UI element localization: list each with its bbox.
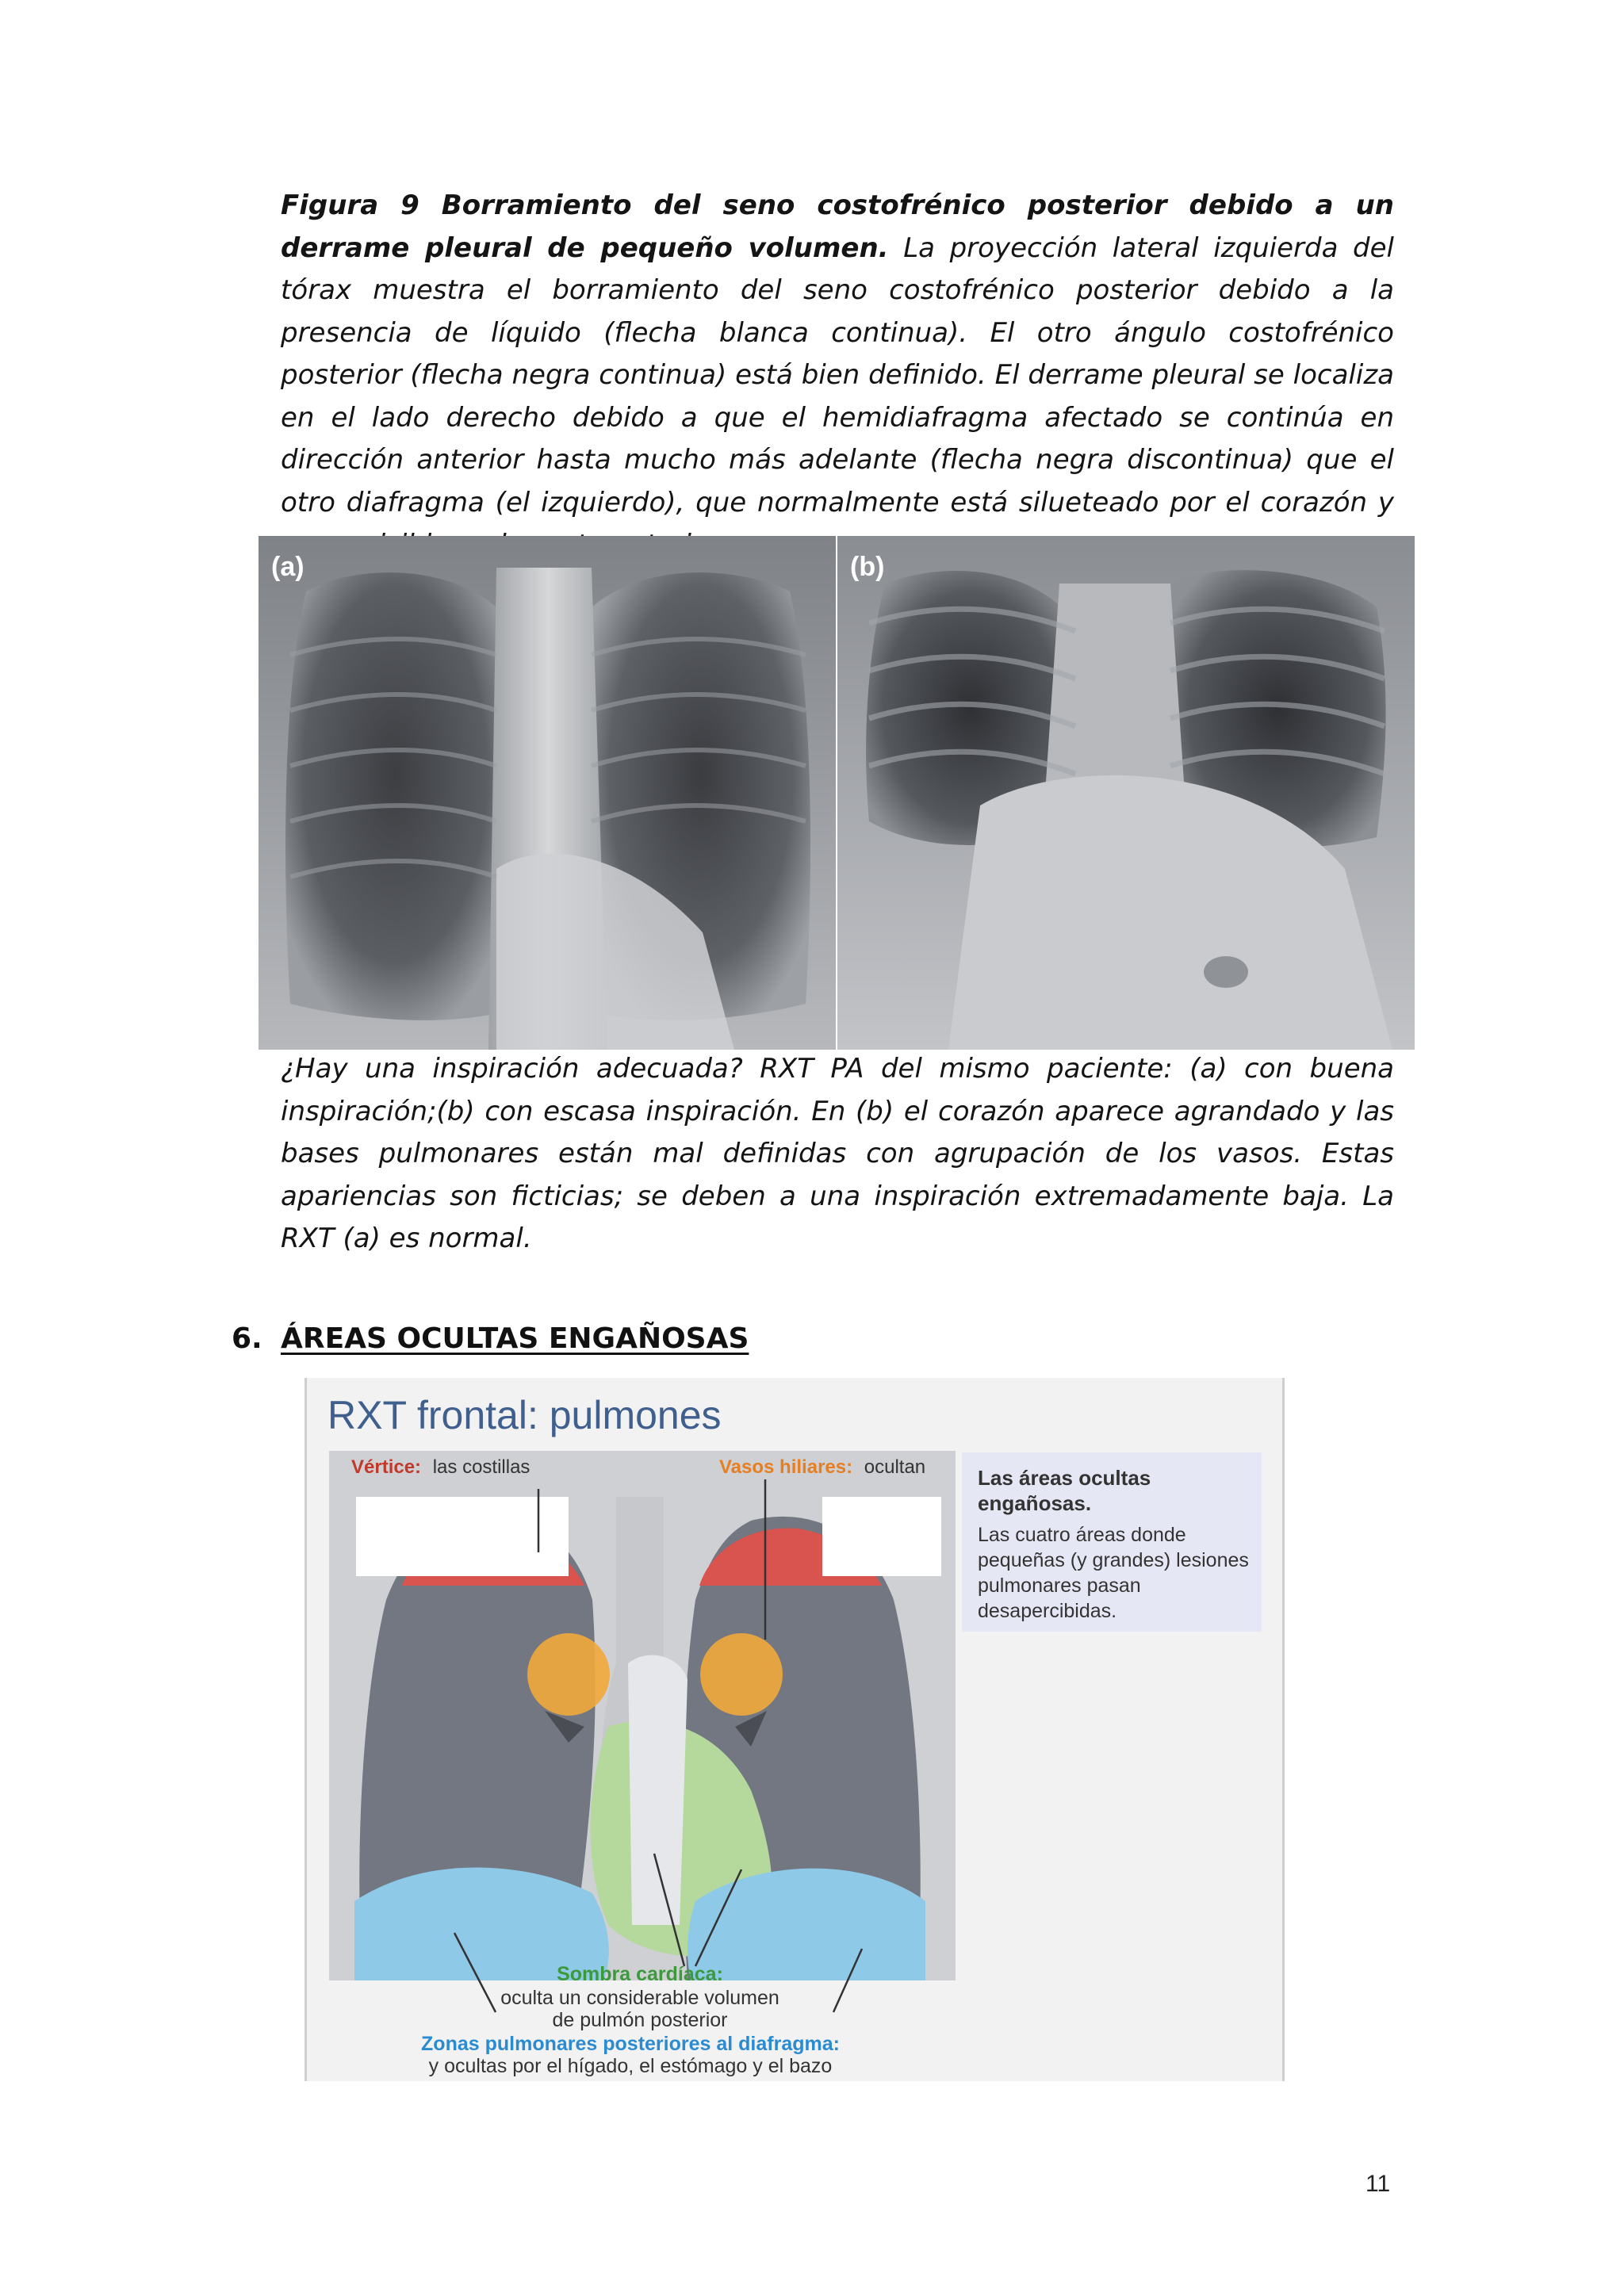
hilar-label: Vasos hiliares:	[719, 1456, 853, 1478]
hidden-areas-panel	[962, 1452, 1262, 1632]
vertex-text: las costillas	[432, 1456, 530, 1478]
xray-label-a: (a)	[271, 552, 304, 582]
figure-9-title: Figura 9 Borramiento del seno costofrénico posterior debido a un derrame pleural de pequeño volumen.	[281, 189, 1394, 264]
hidden-areas-diagram	[304, 1378, 1285, 2081]
chest-xray-comparison-image	[259, 536, 1415, 1050]
figure-9-text: La proyección lateral izquierda del tórax muestra el borramiento del seno costofrénico posterior debido a la presencia de líquido (flecha blanca continua). El otro ángulo costofrénico posterior (flecha negra continua) está bien definido. El derrame pleural se localiza en el lado derecho debido a que el hemidiafragma afectado se continúa en dirección anterior hasta mucho más adelante (flecha negra discontinua) que el otro diafragma (el izquierdo), que normalmente está silueteado por el corazón y	[281, 232, 1394, 519]
vertex-label-group	[351, 1456, 530, 1478]
vertex-label: Vértice:	[351, 1456, 422, 1478]
cover-box-left	[356, 1497, 569, 1576]
section-heading	[232, 1322, 749, 1355]
diaphragm-zones-label: Zonas pulmonares posteriores al diafragma:	[421, 2033, 840, 2055]
hilar-label-group	[719, 1456, 925, 1478]
cardiac-shadow-text-2: de pulmón posterior	[552, 2009, 728, 2031]
mediastinum-shape	[628, 1655, 688, 1925]
xray-label-b: (b)	[850, 552, 885, 582]
panel-text: Las cuatro áreas donde pequeñas (y grandes) lesiones pulmonares pasan desapercibidas.	[978, 1524, 1249, 1622]
cover-box-right	[822, 1497, 941, 1576]
cardiac-shadow-text-1: oculta un considerable volumen	[500, 1987, 779, 2009]
diagram-title: RXT frontal: pulmones	[327, 1393, 722, 1437]
xray-panel-b	[837, 536, 1415, 1050]
figure-9-caption	[281, 185, 1394, 567]
section-title: ÁREAS OCULTAS ENGAÑOSAS	[281, 1322, 749, 1355]
left-hilum-region	[700, 1633, 783, 1716]
page-number: 11	[1365, 2171, 1391, 2197]
panel-heading: Las áreas ocultas engañosas.	[978, 1466, 1151, 1515]
diaphragm-zones-text: y ocultas por el hígado, el estómago y el bazo	[428, 2055, 833, 2077]
xray-panel-a	[259, 536, 836, 1050]
section-number: 6.	[232, 1322, 262, 1355]
cardiac-shadow-label: Sombra cardíaca:	[557, 1963, 723, 1985]
xray-caption: ¿Hay una inspiración adecuada? RXT PA del mismo paciente: (a) con buena inspiración;(b) con escasa inspiración. En (b) el corazón aparece agrandado y las bases pulmonares están mal definidas con agrupación de los vasos. Estas apariencias son ficticias; se deben a una inspiración extremadamente baja. La RXT (a) es normal.	[281, 1053, 1394, 1254]
hilar-text: ocultan	[864, 1456, 926, 1478]
right-hilum-region	[527, 1633, 610, 1716]
